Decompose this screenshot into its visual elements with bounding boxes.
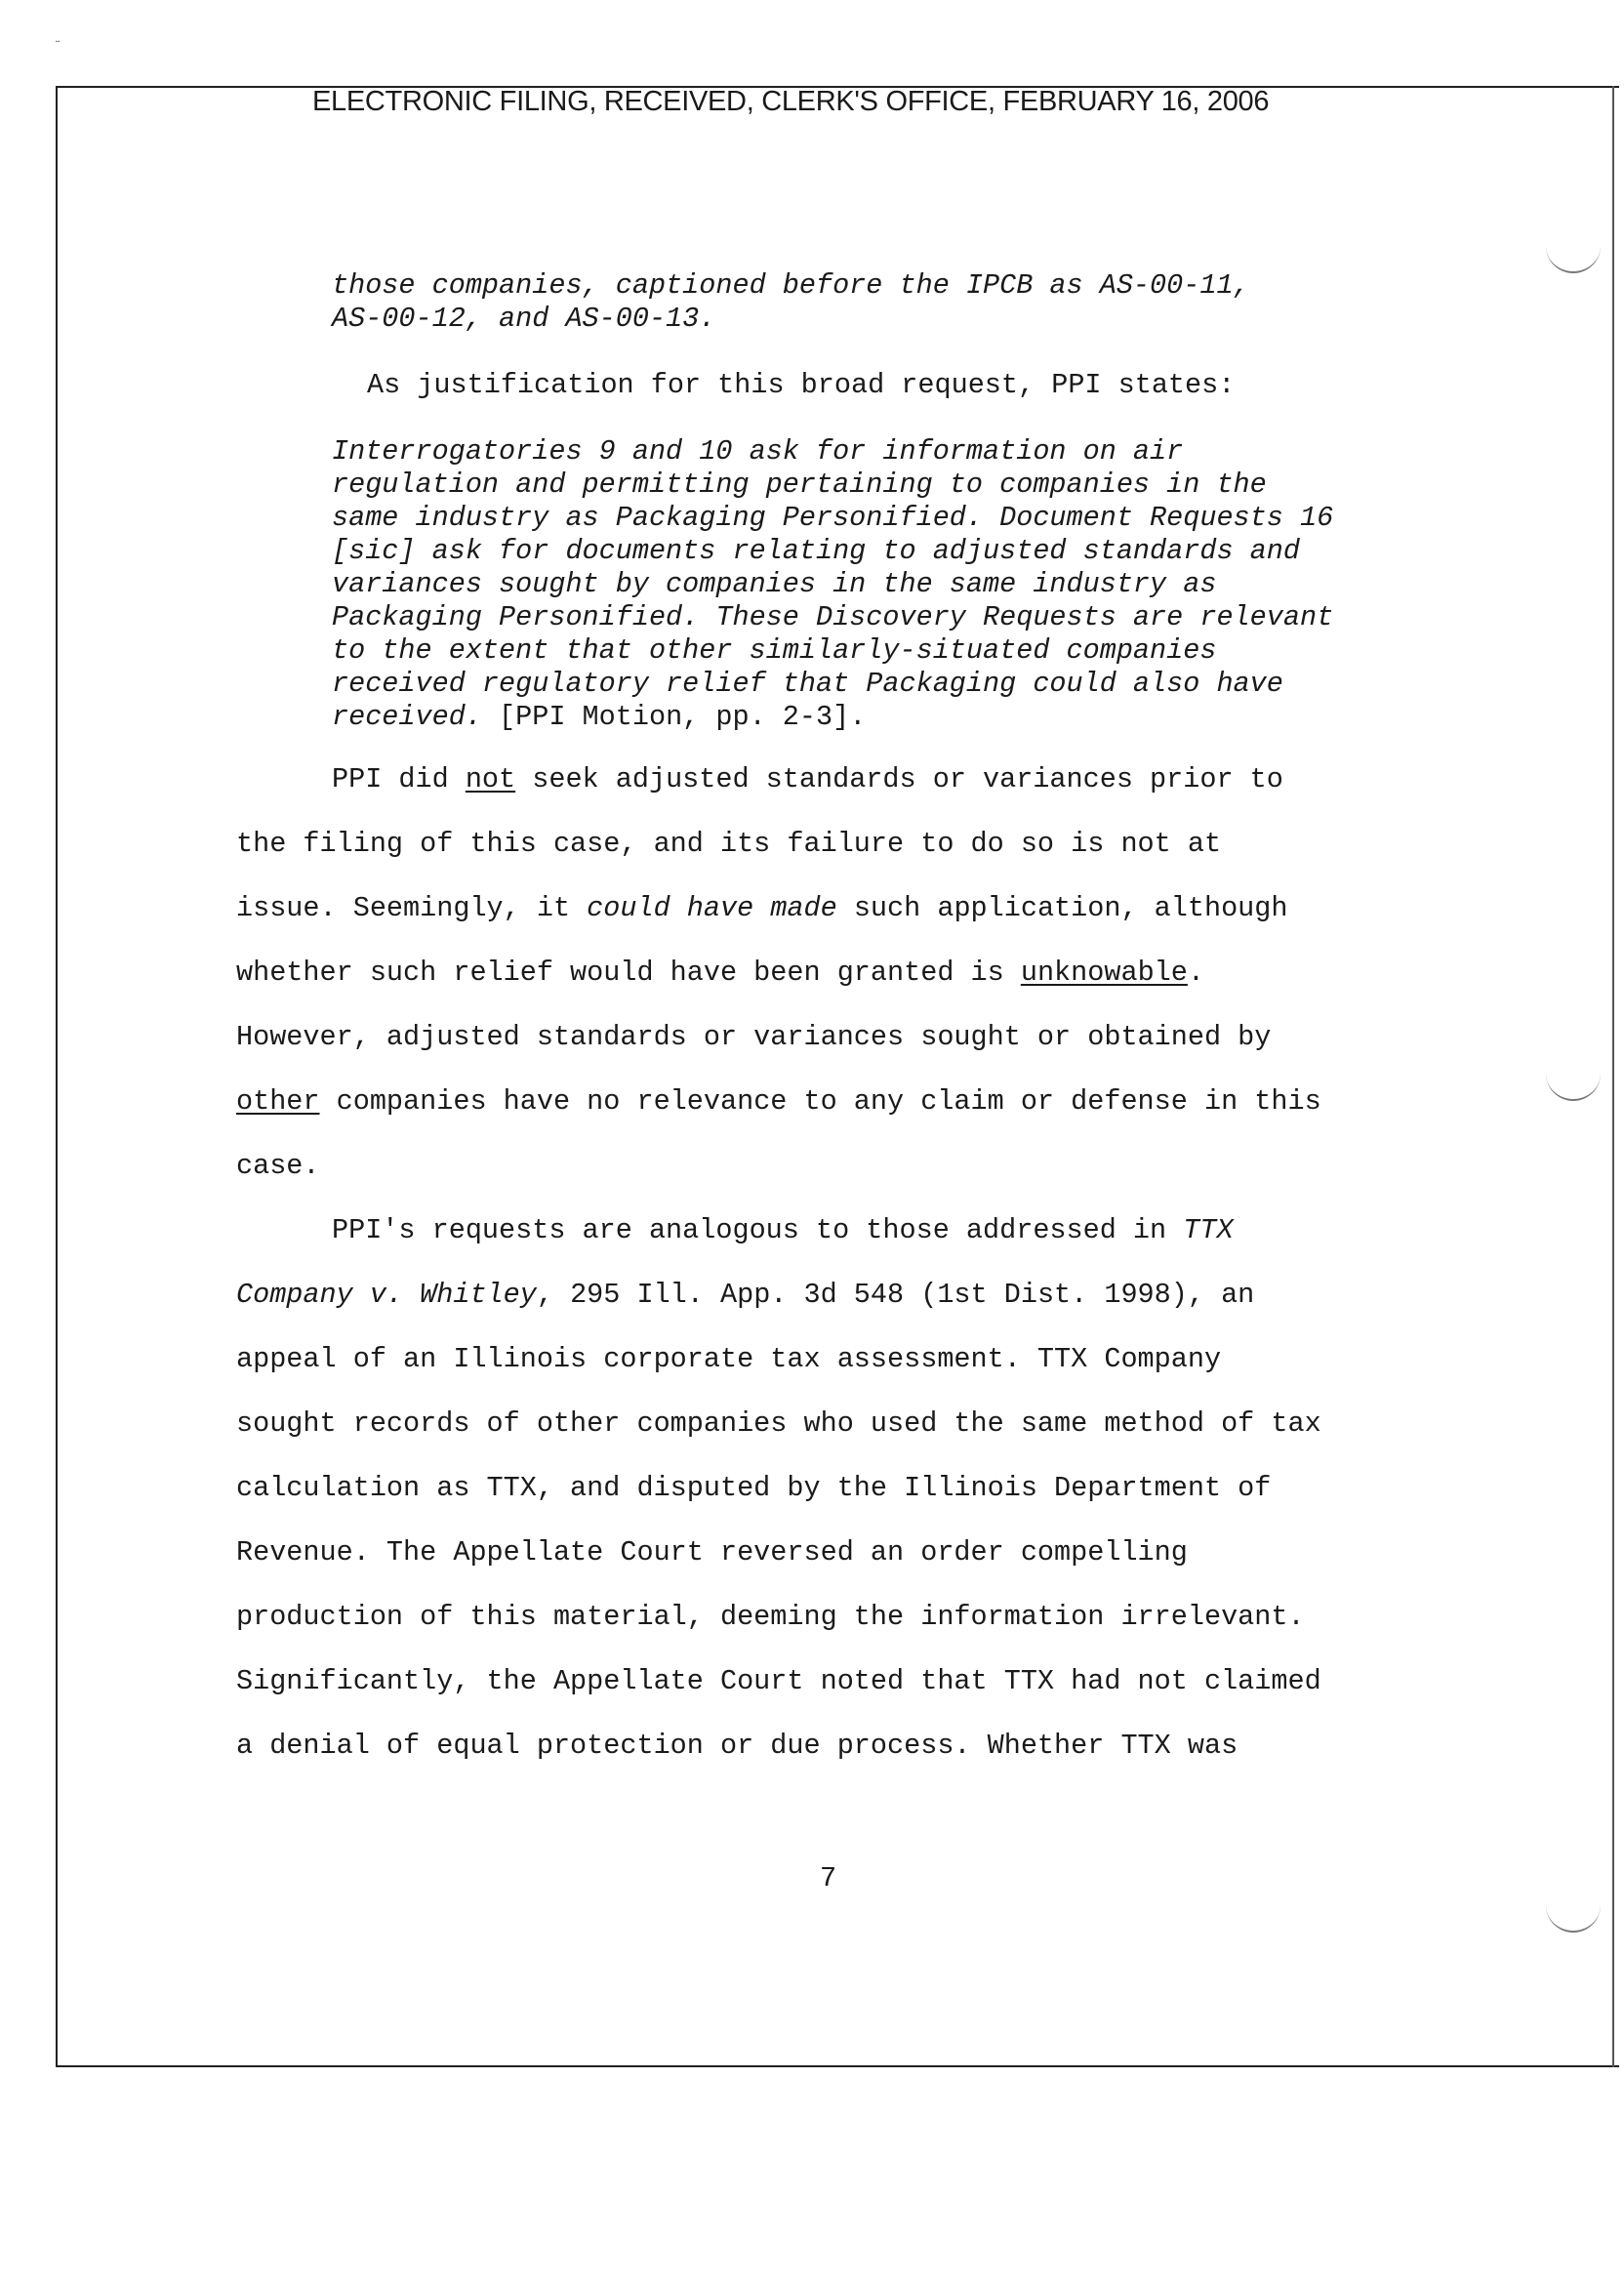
block-quote-line: to the extent that other similarly-situated companies [332,634,1217,667]
page-border-right [1612,86,1614,2067]
text-run: whether such relief would have been granted is [236,957,1021,989]
paragraph-1-line [236,957,1204,990]
justification-intro: As justification for this broad request, PPI states: [367,369,1236,401]
block-quote-last-line [332,701,866,734]
block-quote-line: same industry as Packaging Personified. Document Requests 16 [332,502,1334,534]
paragraph-2-line: calculation as TTX, and disputed by the Illinois Department of [236,1472,1272,1504]
block-quote-last-italic: received. [332,701,482,733]
block-quote-citation: [PPI Motion, pp. 2-3]. [481,701,867,733]
case-name-italic: Company v. Whitley [236,1279,537,1311]
paragraph-2-line [236,1279,1254,1312]
block-quote-line: regulation and permitting pertaining to companies in the [332,469,1267,501]
block-quote-line: [sic] ask for documents relating to adjusted standards and [332,535,1300,567]
underlined-text: unknowable [1020,957,1188,989]
page-number: 7 [820,1862,837,1895]
text-run: seek adjusted standards or variances prior to [515,763,1283,795]
text-run: issue. Seemingly, it [236,892,588,924]
paragraph-1-line [236,892,1288,925]
block-quote-line: received regulatory relief that Packaging could also have [332,668,1283,700]
text-run: PPI did [332,763,466,795]
paragraph-1-line: the filing of this case, and its failure to do so is not at [236,828,1222,860]
paragraph-2-line: a denial of equal protection or due process. Whether TTX was [236,1730,1238,1762]
filing-stamp: ELECTRONIC FILING, RECEIVED, CLERK'S OFFICE, FEBRUARY 16, 2006 [312,86,1270,117]
paragraph-1-line: However, adjusted standards or variances sought or obtained by [236,1021,1272,1053]
scan-mark: ¨ [55,39,61,53]
paragraph-2-line: Significantly, the Appellate Court noted that TTX had not claimed [236,1665,1321,1697]
paragraph-2-line: appeal of an Illinois corporate tax assessment. TTX Company [236,1343,1222,1375]
paragraph-1-line [332,763,1283,796]
paragraph-2-line [332,1214,1234,1247]
paragraph-1-line: case. [236,1150,320,1182]
italic-text: could have made [587,892,837,924]
block-quote-line: Interrogatories 9 and 10 ask for information on air [332,435,1184,468]
text-run: , 295 Ill. App. 3d 548 (1st Dist. 1998), an [536,1279,1255,1311]
text-run: companies have no relevance to any claim or defense in this [319,1085,1321,1118]
text-run: such application, although [836,892,1288,924]
text-run: . [1187,957,1204,989]
block-quote-line: Packaging Personified. These Discovery Requests are relevant [332,601,1334,633]
top-quote-line-1: those companies, captioned before the IPCB as AS-00-11, [332,269,1250,302]
paragraph-1-line [236,1085,1321,1119]
block-quote-line: variances sought by companies in the same industry as [332,568,1217,600]
paragraph-2-line: production of this material, deeming the information irrelevant. [236,1601,1305,1633]
underlined-text: not [465,763,516,795]
paragraph-2-line: sought records of other companies who used the same method of tax [236,1407,1321,1440]
top-quote-line-2: AS-00-12, and AS-00-13. [332,303,716,335]
paragraph-2-line: Revenue. The Appellate Court reversed an order compelling [236,1536,1188,1569]
text-run: PPI's requests are analogous to those addressed in [332,1214,1184,1246]
case-name-italic: TTX [1183,1214,1234,1246]
underlined-text: other [236,1085,320,1118]
